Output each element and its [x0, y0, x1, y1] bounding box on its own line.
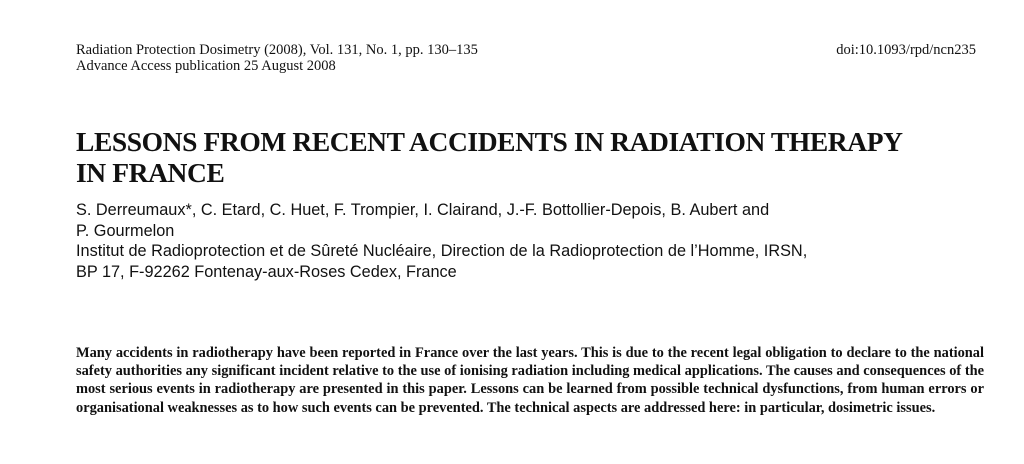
paper-title: [76, 126, 1006, 188]
paper-title-line-2: IN FRANCE: [76, 157, 225, 188]
affiliation-line-1: Institut de Radioprotection et de Sûreté Nucléaire, Direction de la Radioprotection de l’Homme, IRSN,: [76, 242, 808, 261]
authors-line-1: S. Derreumaux*, C. Etard, C. Huet, F. Trompier, I. Clairand, J.-F. Bottollier-Depois, B. Aubert and: [76, 201, 770, 219]
authors-block: [76, 200, 976, 282]
abstract: Many accidents in radiotherapy have been reported in France over the last years. This is due to the recent legal obligation to declare to the national safety authorities any significant incident relative to the use of ionising radiation including medical applications. The causes and consequences of the most serious events in radiotherapy are presented in this paper. Lessons can be learned from possible technical dysfunctions, from human errors or organisational weaknesses as to how such events can be prevented. The technical aspects are addressed here: in particular, dosimetric issues.: [76, 345, 984, 416]
paper-title-line-1: LESSONS FROM RECENT ACCIDENTS IN RADIATION THERAPY: [76, 126, 903, 157]
affiliation-line-2: BP 17, F-92262 Fontenay-aux-Roses Cedex, France: [76, 262, 457, 281]
publication-date: Advance Access publication 25 August 2008: [76, 58, 336, 74]
authors-line-2: P. Gourmelon: [76, 221, 175, 240]
journal-header: [76, 42, 976, 74]
journal-citation: Radiation Protection Dosimetry (2008), Vol. 131, No. 1, pp. 130–135: [76, 42, 478, 58]
doi: doi:10.1093/rpd/ncn235: [836, 42, 976, 58]
